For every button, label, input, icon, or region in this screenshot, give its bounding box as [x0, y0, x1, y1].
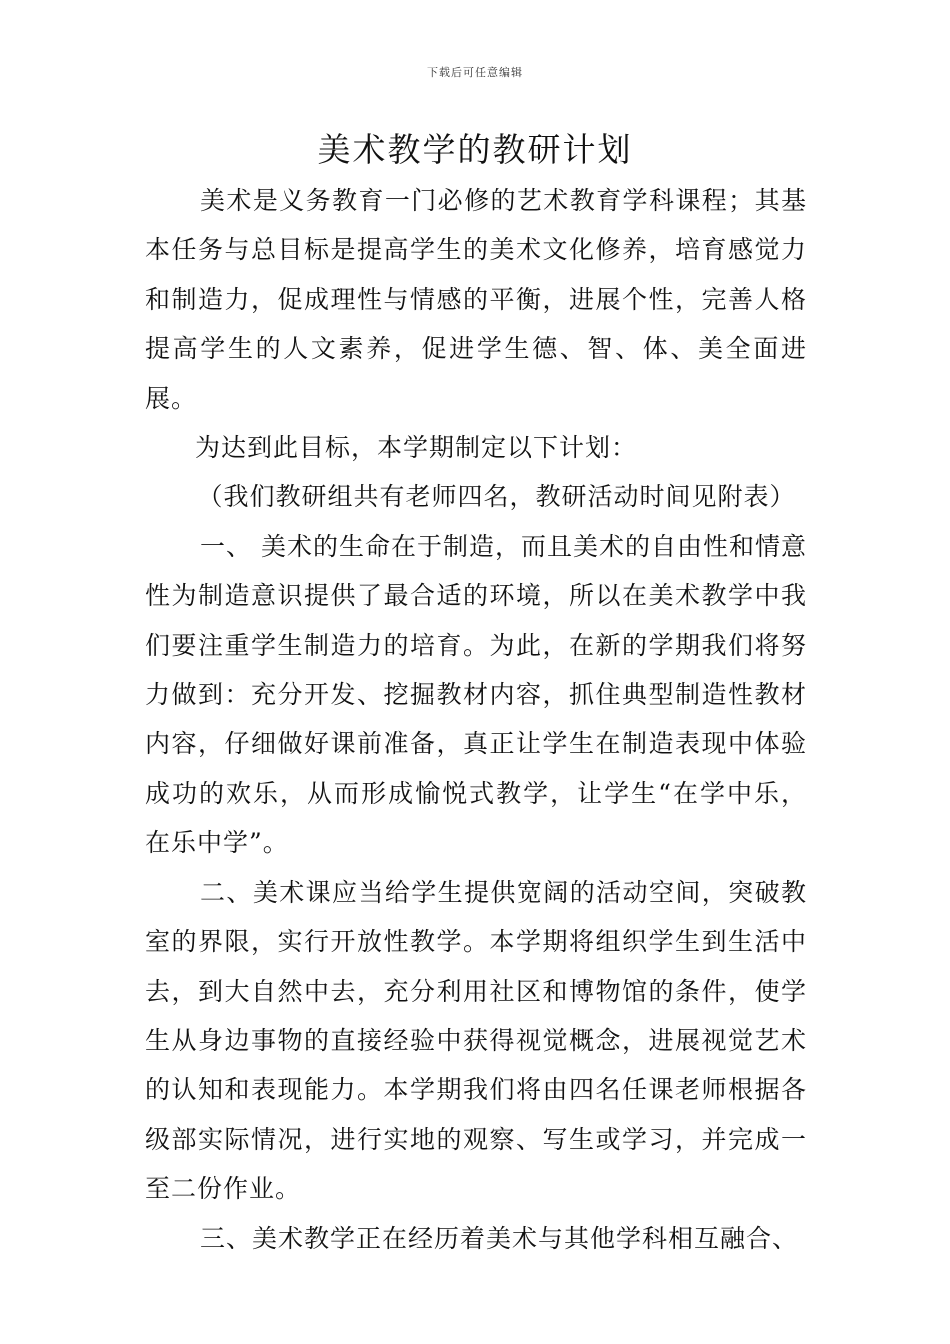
paragraph-section-three: 三、美术教学正在经历着美术与其他学科相互融合、	[200, 1223, 799, 1253]
paragraph-goal: 为达到此目标，本学期制定以下计划：	[195, 433, 638, 463]
paragraph-intro: 美术是义务教育一门必修的艺术教育学科课程；其基本任务与总目标是提高学生的美术文化修养，培育感觉力和制造力，促成理性与情感的平衡，进展个性，完善人格提高学生的人文素养，促进学生德、智、体、美全面进展。	[145, 186, 807, 413]
document-title: 美术教学的教研计划	[317, 130, 633, 169]
paragraph-section-two: 二、美术课应当给学生提供宽阔的活动空间，突破教室的界限，实行开放性教学。本学期将组织学生到生活中去，到大自然中去，充分利用社区和博物馆的条件，使学生从身边事物的直接经验中获得视觉概念，进展视觉艺术的认知和表现能力。本学期我们将由四名任课老师根据各级部实际情况，进行实地的观察、写生或学习，并完成一至二份作业。	[145, 877, 807, 1204]
paragraph-note: （我们教研组共有老师四名，教研活动时间见附表）	[197, 482, 796, 512]
document-body	[145, 176, 807, 1263]
paragraph-section-one: 一、 美术的生命在于制造，而且美术的自由性和情意性为制造意识提供了最合适的环境，所以在美术教学中我们要注重学生制造力的培育。为此，在新的学期我们将努力做到：充分开发、挖掘教材内容，抓住典型制造性教材内容，仔细做好课前准备，真正让学生在制造表现中体验成功的欢乐，从而形成愉悦式教学，让学生“在学中乐，在乐中学”。	[145, 531, 807, 858]
header-note: 下载后可任意编辑	[427, 66, 523, 79]
